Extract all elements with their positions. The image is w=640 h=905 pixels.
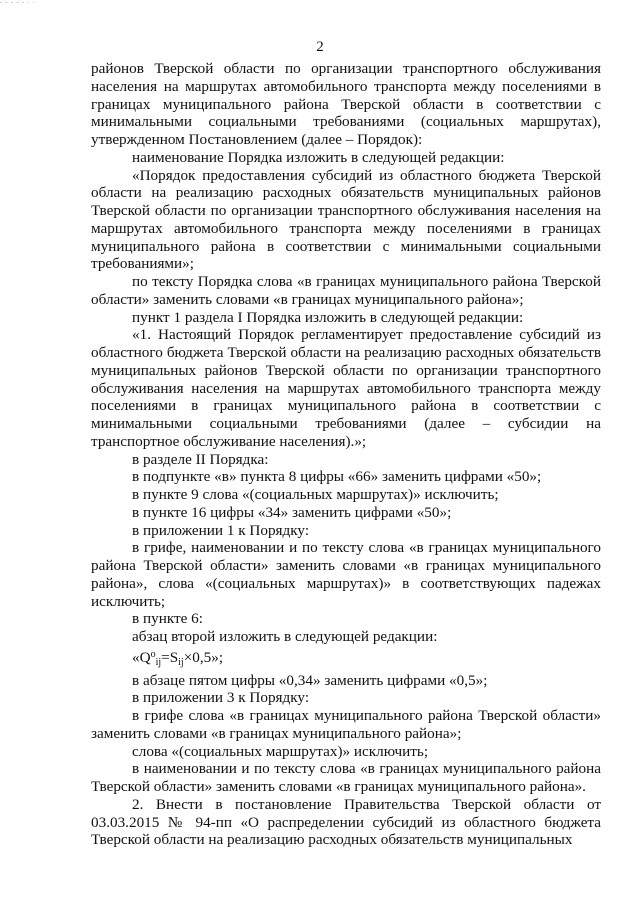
formula-superscript: o — [150, 648, 156, 660]
paragraph-appendix-3: в приложении 3 к Порядку: — [132, 689, 310, 707]
formula-tail: ×0,5»; — [183, 648, 224, 666]
paragraph-fifth-abzac: в абзаце пятом цифры «0,34» заменить цифрами «0,5»; — [132, 671, 488, 689]
paragraph-item-1-intro: пункт 1 раздела I Порядка изложить в следующей редакции: — [132, 308, 524, 326]
paragraph-section-2: в разделе II Порядка: — [132, 450, 269, 468]
paragraph-appendix-3-title: в наименовании и по тексту слова «в границах муниципального района Тверской области» заменить словами «в границах муниципального района». — [91, 760, 601, 795]
scan-artifact: - - - - - · · — [0, 0, 36, 6]
formula-equals-s: =S — [161, 648, 179, 666]
paragraph-appendix-1: в приложении 1 к Порядку: — [132, 521, 310, 539]
paragraph-formula — [91, 646, 601, 672]
paragraph-item-16: в пункте 16 цифры «34» заменить цифрами «50»; — [132, 503, 452, 521]
paragraph-new-title: «Порядок предоставления субсидий из областного бюджета Тверской области на реализацию расходных обязательств муниципальных районов Тверской области по организации транспортного обслуживания населения на маршрутах автомобильного транспорта между поселениями в границах муниципального района в соответствии с минимальными социальными требованиями»; — [91, 166, 601, 273]
paragraph-item-2: 2. Внести в постановление Правительства Тверской области от 03.03.2015 № 94-пп «О распределении субсидий из областного бюджета Тверской области на реализацию расходных обязательств муниципальных — [91, 795, 601, 849]
formula-open: «Q — [132, 648, 151, 666]
document-body — [91, 60, 601, 849]
paragraph-title-amendment: наименование Порядка изложить в следующей редакции: — [132, 148, 505, 166]
paragraph-item-9: в пункте 9 слова «(социальных маршрутах)» исключить; — [132, 486, 499, 503]
paragraph-subitem-8: в подпункте «в» пункта 8 цифры «66» заменить цифрами «50»; — [132, 468, 542, 486]
page-number: 2 — [316, 39, 324, 55]
paragraph-item-6: в пункте 6: — [132, 610, 203, 628]
paragraph-item-1-text: «1. Настоящий Порядок регламентирует предоставление субсидий из областного бюджета Тверской области на реализацию расходных обязательств муниципальных районов Тверской области по организации транспортного обслуживания населения на маршрутах автомобильного транспорта между поселениями в границах муниципального района в соответствии с минимальными социальными требованиями (далее – субсидии на транспортное обслуживание населения).»; — [91, 326, 601, 450]
paragraph-appendix-1-changes: в грифе, наименовании и по тексту слова «в границах муниципального района Тверской области» заменить словами «в границах муниципального района», слова «(социальных маршрутах)» в соответствующих падежах исключить; — [91, 539, 601, 610]
formula-subscript: ij — [155, 656, 162, 668]
paragraph-text-replacement: по тексту Порядка слова «в границах муниципального района Тверской области» заменить словами «в границах муниципального района»; — [91, 273, 601, 308]
paragraph-appendix-3-grif: в грифе слова «в границах муниципального района Тверской области» заменить словами «в границах муниципального района»; — [91, 707, 601, 742]
paragraph-second-abzac: абзац второй изложить в следующей редакции: — [132, 628, 438, 645]
formula-subscript: ij — [178, 656, 184, 668]
paragraph-continuation: районов Тверской области по организации транспортного обслуживания населения на маршрутах автомобильного транспорта между поселениями в границах муниципального района Тверской области в соответствии с минимальными социальными требованиями (социальных маршрутах), утвержденном Постановлением (далее – Порядок): — [91, 60, 601, 148]
paragraph-appendix-3-words: слова «(социальных маршрутах)» исключить; — [132, 742, 429, 760]
